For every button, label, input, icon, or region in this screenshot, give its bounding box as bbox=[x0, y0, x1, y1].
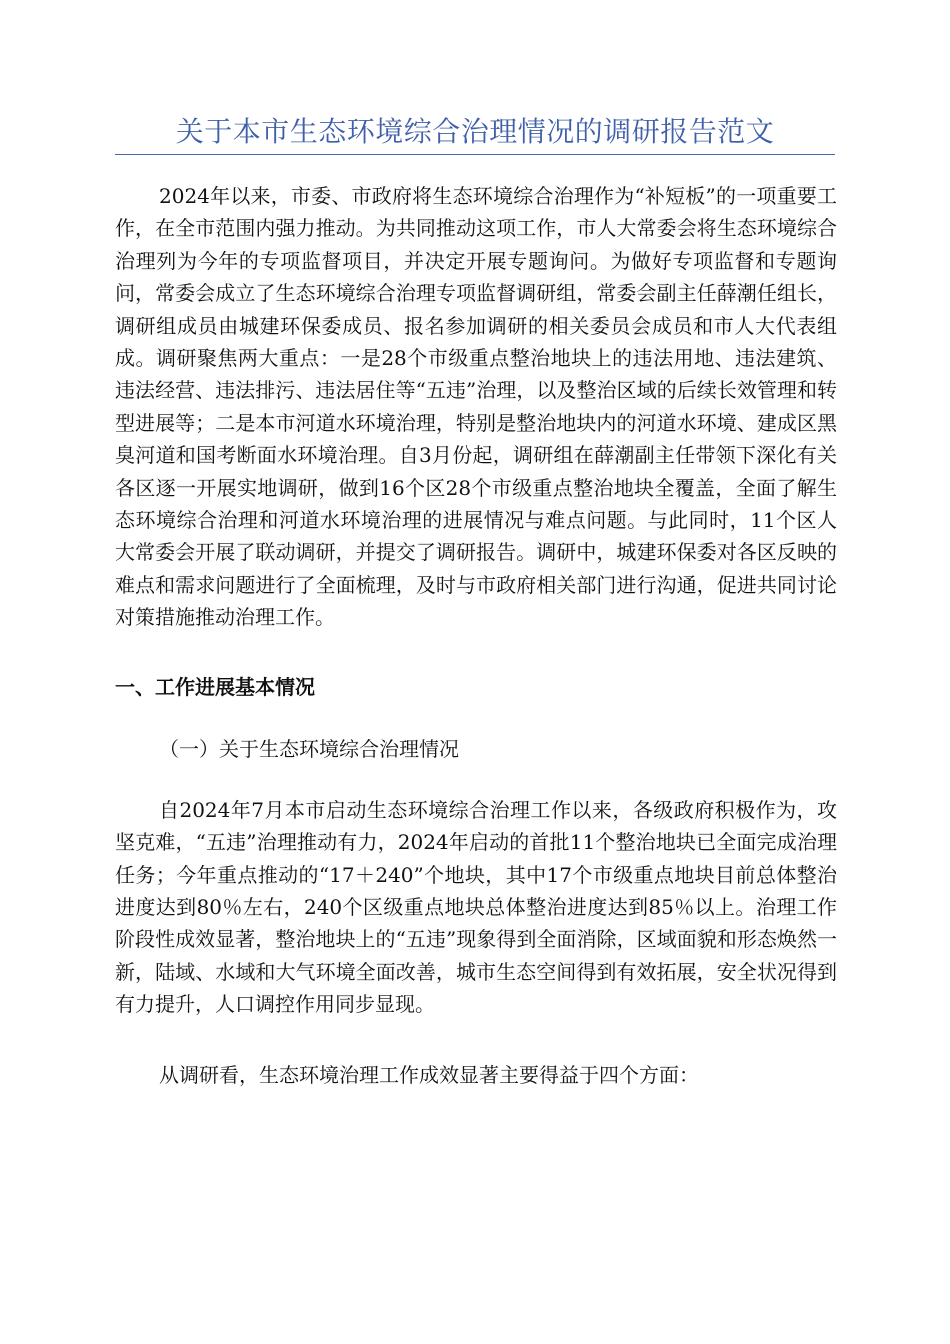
document-title: 关于本市生态环境综合治理情况的调研报告范文 bbox=[175, 115, 775, 148]
intro-paragraph: 2024年以来，市委、市政府将生态环境综合治理作为“补短板”的一项重要工作，在全市范围内强力推动。为共同推动这项工作，市人大常委会将生态环境综合治理列为今年的专项监督项目，并决定开展专题询问。为做好专项监督和专题询问，常委会成立了生态环境综合治理专项监督调研组，常委会副主任薛潮任组长，调研组成员由城建环保委成员、报名参加调研的相关委员会成员和市人大代表组成。调研聚焦两大重点：一是28个市级重点整治地块上的违法用地、违法建筑、违法经营、违法排污、违法居住等“五违”治理，以及整治区域的后续长效管理和转型进展等；二是本市河道水环境治理，特别是整治地块内的河道水环境、建成区黑臭河道和国考断面水环境治理。自3月份起，调研组在薛潮副主任带领下深化有关各区逐一开展实地调研，做到16个区28个市级重点整治地块全覆盖，全面了解生态环境综合治理和河道水环境治理的进展情况与难点问题。与此同时，11个区人大常委会开展了联动调研，并提交了调研报告。调研中，城建环保委对各区反映的难点和需求问题进行了全面梳理，及时与市政府相关部门进行沟通，促进共同讨论对策措施推动治理工作。 bbox=[115, 184, 837, 630]
title-block bbox=[115, 112, 835, 155]
summary-paragraph: 从调研看，生态环境治理工作成效显著主要得益于四个方面： bbox=[159, 1062, 699, 1087]
progress-paragraph: 自2024年7月本市启动生态环境综合治理工作以来，各级政府积极作为，攻坚克难，“五违”治理推动有力，2024年启动的首批11个整治地块已全面完成治理任务；今年重点推动的“17＋240”个地块，其中17个市级重点地块目前总体整治进度达到80％左右，240个区级重点地块总体整治进度达到85％以上。治理工作阶段性成效显著，整治地块上的“五违”现象得到全面消除，区域面貌和形态焕然一新，陆域、水域和大气环境全面改善，城市生态空间得到有效拓展，安全状况得到有力提升，人口调控作用同步显现。 bbox=[115, 797, 837, 1017]
section-heading: 一、工作进展基本情况 bbox=[115, 674, 315, 699]
document-body bbox=[115, 180, 837, 1091]
subsection-heading: （一）关于生态环境综合治理情况 bbox=[159, 736, 459, 761]
title-underline bbox=[115, 154, 835, 155]
